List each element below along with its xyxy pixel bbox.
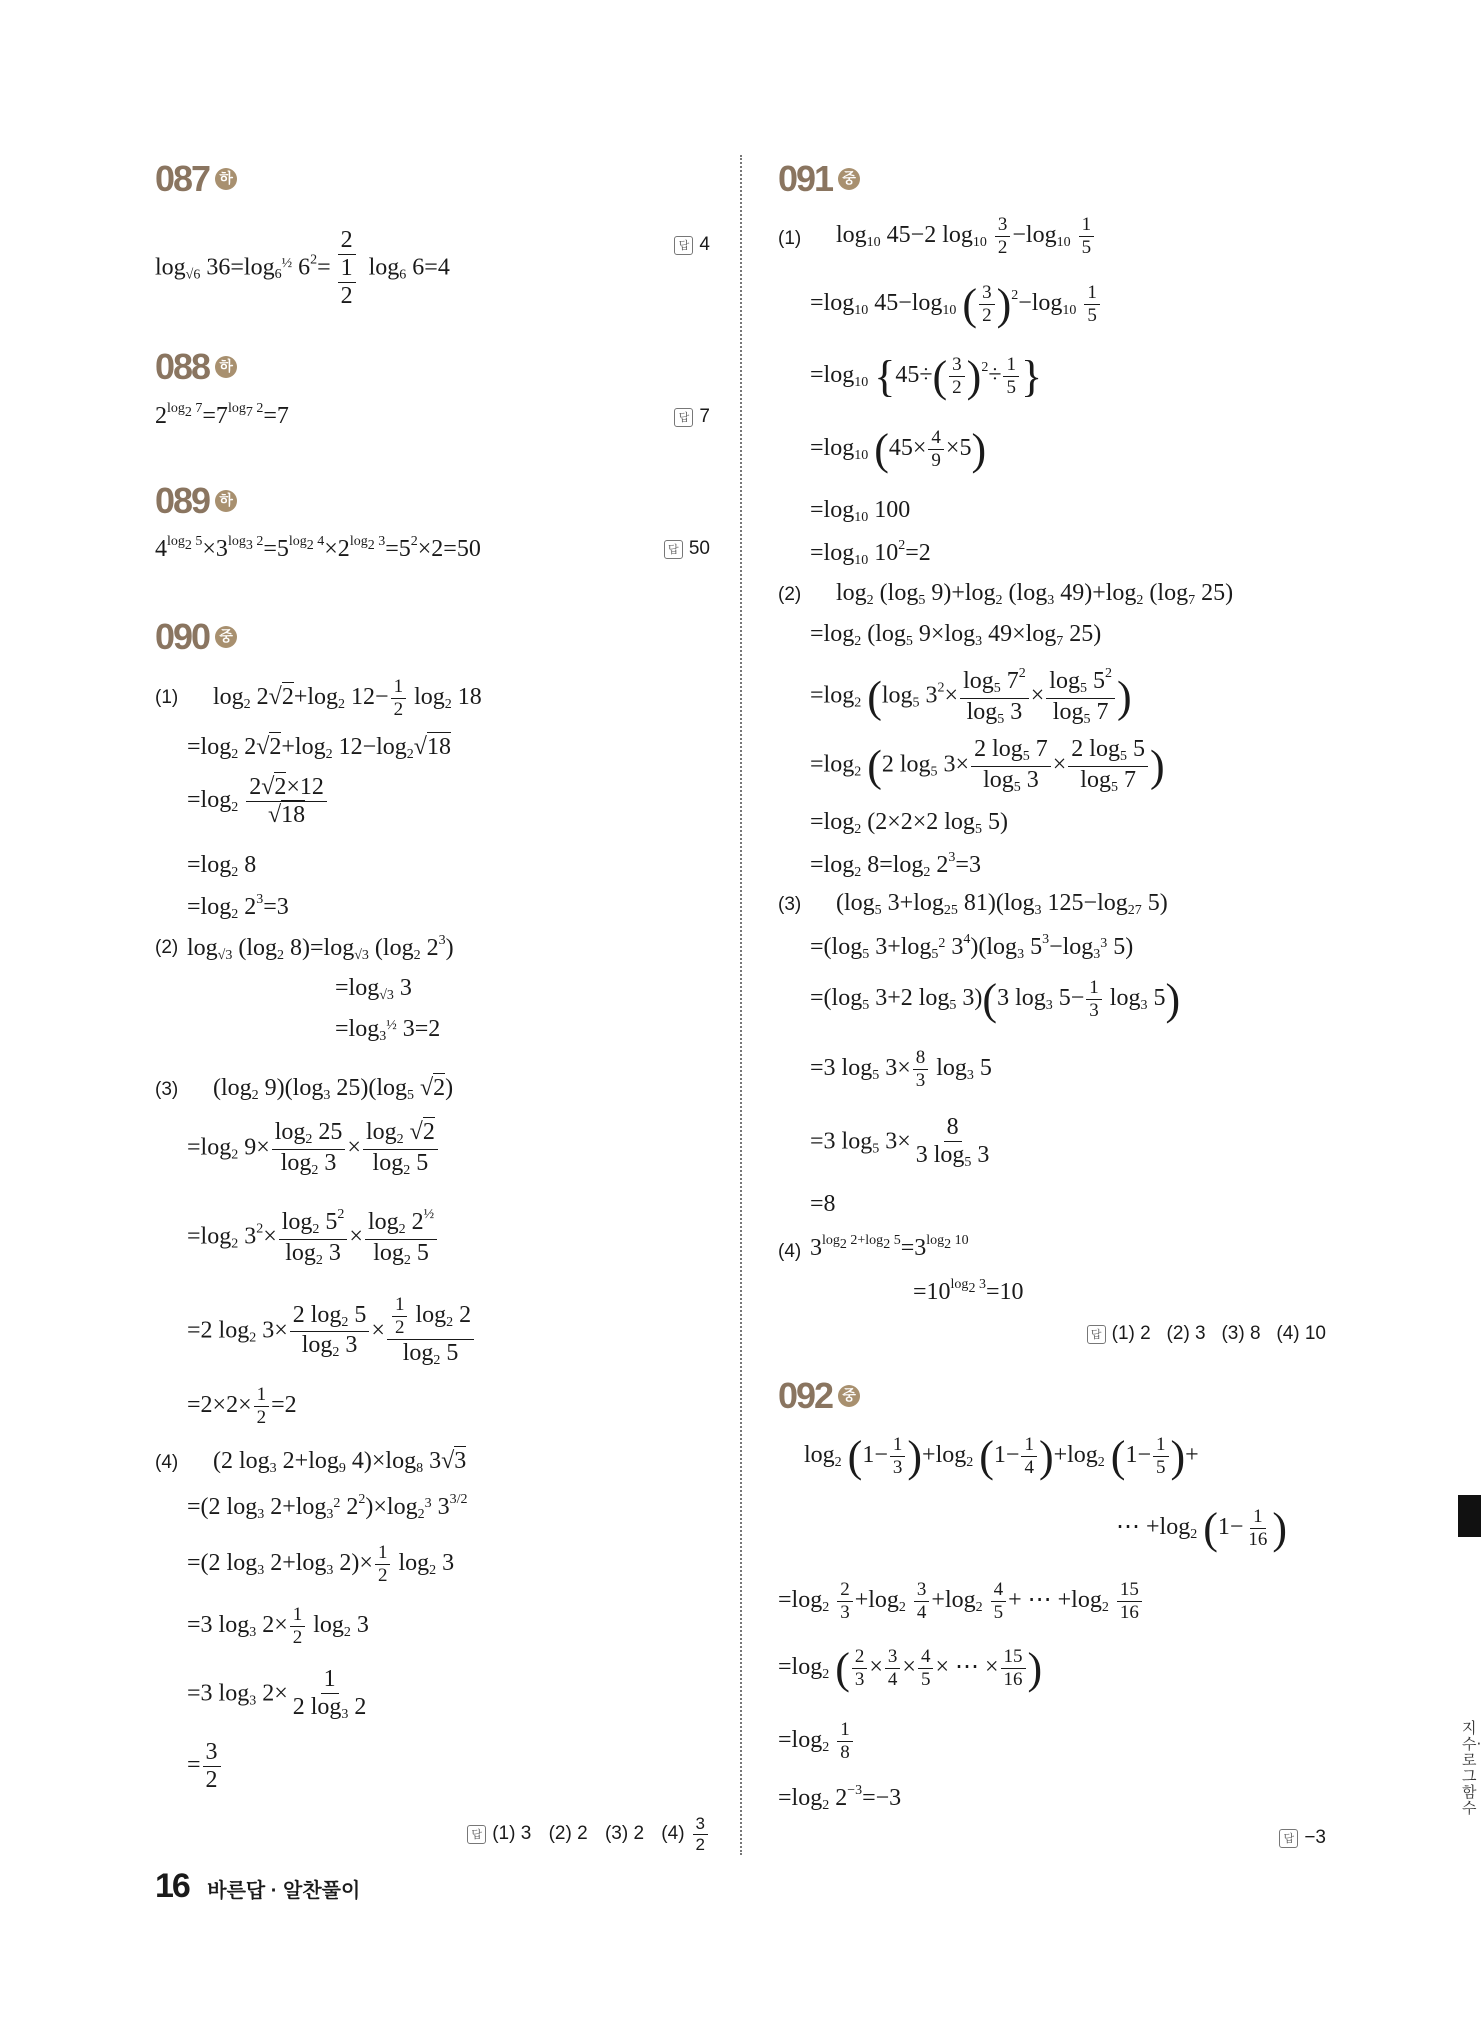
solution-line: =3 $\log_5 3\times$ $\frac{8}{3 \log_5 3}$	[810, 1114, 990, 1171]
solution-line: =8	[810, 1191, 836, 1217]
solution-line: $=\log_{3^{\frac{1}{2}}}$ 3=2	[335, 1016, 441, 1044]
footer-title: 바른답 · 알찬풀이	[207, 1880, 361, 1902]
part-label: (3)	[155, 1079, 179, 1100]
solution-line: $=(\log_5$ 3+2 $\log_5 3)(3$ $\log_3 5-$ $\frac{1}{3}$ $\log_3 5$)	[810, 974, 1181, 1024]
level-badge: 하	[215, 168, 237, 190]
answer-091: 답 (1) 2 (2) 3 (3) 8 (4) 10	[1087, 1323, 1326, 1345]
solution-line: $\log_2 (1-$ $\frac{1}{3}$ )$+\log_2$ (1− $\frac{1}{4}$ )$+\log_2$ (1− $\frac{1}{5}$ )+	[804, 1431, 1199, 1481]
problem-number: 090 중	[155, 616, 237, 658]
problem-090	[155, 616, 710, 658]
part-label: (3)	[778, 894, 802, 915]
level-badge: 하	[215, 356, 237, 378]
level-badge: 하	[215, 490, 237, 512]
level-badge: 중	[838, 1385, 860, 1407]
solution-line: $=\log_2$ $8=\log_2$ $2^3=3$	[810, 850, 981, 880]
solution-line: $=\log_2$ ($\log_5$ $3^2\times$ $\frac{\log_5 7^2}{\log_5 3}$ × $\frac{\log_5 5^2}{\log_5 7}$ )	[810, 666, 1132, 727]
column-divider	[740, 155, 742, 1855]
solution-line: =3 $\log_5 3\times$ $\frac{8}{3}$ $\log_3 5$	[810, 1047, 992, 1091]
solution-line: =3 $\log_3 2\times$ $\frac{1}{2}$ $\log_2 3$	[187, 1604, 369, 1648]
problem-number: 087 하	[155, 158, 237, 200]
problem-088	[155, 346, 710, 388]
solution-line: $=\log_2$ $\frac{2}{3}$ $+\log_2$ $\frac{3}{4}$ $+\log_2$ $\frac{4}{5}$ + ⋯ $+\log_2$ $\frac{15}{16}$	[778, 1580, 1144, 1623]
side-tab-marker	[1458, 1495, 1481, 1537]
answer-090: 답 (1) 3 (2) 2 (3) 2 (4) $\frac{3}{2}$	[467, 1815, 710, 1854]
solution-line: = $\frac{3}{2}$	[187, 1740, 223, 1793]
solution-line: =(2 $\log_3 2+\log_{3^2}$ $2^2)\times\log_{2^3}$ $3^{3/2}$	[187, 1492, 468, 1522]
solution-line: $=(\log_5$ $3+\log_{5^2}$ $3^4)(\log_3$ $5^3-\log_{3^3}$ 5)	[810, 932, 1134, 962]
solution-line: $=\log_{10}$ 100	[810, 497, 911, 525]
solution-line: $=\log_2$ (2 $\log_5 3\times$ $\frac{2 \log_5 7}{\log_5 3}$ × $\frac{2 \log_5 5}{\log_5 7}$ )	[810, 736, 1165, 795]
answer-087: 답 4	[674, 234, 710, 256]
solution-line: $=\log_{√3}$ 3	[335, 975, 412, 1003]
answer-092: 답 −3	[1279, 1827, 1326, 1849]
answer-icon: 답	[674, 236, 693, 255]
solution-line: =2 $\log_2 3\times$ $\frac{2 \log_2 5}{\log_2 3}$ × $\frac{1}{2}$ $\log_2 2$ $\log_2 5$	[187, 1295, 476, 1369]
answer-icon: 답	[674, 408, 693, 427]
problem-092	[778, 1375, 1326, 1417]
problem-number: 092 중	[778, 1375, 860, 1417]
answer-icon: 답	[467, 1825, 486, 1844]
part-label: (4)	[155, 1452, 179, 1473]
answer-icon: 답	[1087, 1325, 1106, 1344]
solution-line: =3 $\log_3 2\times$ $\frac{1}{2 \log_3 2}$	[187, 1666, 367, 1723]
solution-line: $=\log_2$ (2×2×2 $\log_5 5$)	[810, 809, 1008, 837]
solution-line: $=\log_2$ $3^2\times$ $\frac{\log_2 5^2}{\log_2 3}$ × $\frac{\log_2 2^{\frac{1}{2}}}{\log_2 5}$	[187, 1208, 439, 1268]
solution-line: $=10^{log_2 3}=10$	[913, 1277, 1024, 1305]
solution-line: $\log_2 2√2+\log_2$ 12− $\frac{1}{2}$ $\log_2 18$	[213, 676, 482, 720]
solution-line: $=\log_2$ 8	[187, 852, 257, 880]
part-label: (2)	[155, 937, 179, 958]
problem-number: 089 하	[155, 480, 237, 522]
level-badge: 중	[215, 626, 237, 648]
solution-line: $=\log_{10}$ $10^2=2$	[810, 538, 931, 568]
solution-line: $=\log_2$ $2√2+\log_2$ $12-\log_2√18$	[187, 734, 451, 762]
solution-line: $=\log_2$ ( $\frac{2}{3}$ × $\frac{3}{4}$ × $\frac{4}{5}$ × ⋯ × $\frac{15}{16}$ )	[778, 1643, 1043, 1693]
page-number: 16	[155, 1867, 189, 1905]
answer-088: 답 7	[674, 406, 710, 428]
solution-line: $4^{log_2 5}\times 3^{log_3 2}=5^{log_2 4}\times 2^{log_2 3}=5^2\times 2=50$	[155, 534, 481, 562]
problem-number: 091 중	[778, 158, 860, 200]
answer-089: 답 50	[664, 538, 710, 560]
solution-line: $=\log_2$ $2^{-3}=-3$	[778, 1783, 902, 1813]
part-label: (1)	[778, 228, 802, 249]
answer-icon: 답	[1279, 1829, 1298, 1848]
solution-line: ($\log_5$ $3+\log_{25}$ $81)(\log_3$ $125-\log_{27}$ 5)	[836, 890, 1168, 918]
solution-line: ($\log_2$ $9)(\log_3$ $25)(\log_5$ √2)	[213, 1075, 454, 1103]
level-badge: 중	[838, 168, 860, 190]
side-chapter-label: 지수·로그함수	[1462, 1719, 1481, 1817]
solution-line: $=\log_{10}$ $45-\log_{10}$ ( $\frac{3}{2}$ )$^2-\log_{10}$ $\frac{1}{5}$	[810, 283, 1102, 326]
part-label: (1)	[155, 687, 179, 708]
solution-line: $2^{log_2 7}=7^{log_7 2}=7$	[155, 401, 289, 429]
solution-line: $=\log_2$ $\frac{2√2\times 12}{√18}$	[187, 775, 329, 828]
answer-icon: 답	[664, 540, 683, 559]
solution-line: $\log_{√3} (\log_2$ $8)=\log_{√3}$ ($\log_2$ $2^3$)	[187, 933, 454, 963]
part-label: (2)	[778, 584, 802, 605]
page-footer	[155, 1867, 360, 1906]
problem-number: 088 하	[155, 346, 237, 388]
solution-line: $\log_2 (\log_5$ $9)+\log_2$ ($\log_3$ $49)+\log_2$ ($\log_7$ 25)	[836, 580, 1234, 608]
solution-line: (2 $\log_3 2+\log_9$ $4)\times\log_8$ 3√3	[213, 1448, 467, 1476]
solution-line: $=\log_2$ $2^3=3$	[187, 892, 289, 922]
problem-087	[155, 158, 710, 200]
solution-line: $=\log_{10}$ {45÷( $\frac{3}{2}$ )$^2$÷ $\frac{1}{5}$ }	[810, 351, 1043, 401]
problem-091	[778, 158, 1326, 200]
solution-line: $\log_{√6} 36=\log_{6^{\frac{1}{2}}}$ $6^2=$ $\frac{2}{\frac{1}{2}}$ $\log_6 6=4$	[155, 227, 450, 310]
solution-line: =(2 $\log_3 2+\log_3$ 2)× $\frac{1}{2}$ $\log_2 3$	[187, 1542, 455, 1586]
solution-line: $=\log_2$ 9× $\frac{\log_2 25}{\log_2 3}$ × $\frac{\log_2 √2}{\log_2 5}$	[187, 1120, 440, 1178]
solution-line: $=\log_2$ $\frac{1}{8}$	[778, 1720, 855, 1763]
part-label: (4)	[778, 1241, 802, 1262]
solution-line: =2×2× $\frac{1}{2}$ =2	[187, 1384, 297, 1428]
solution-line: $\log_{10} 45-2$ $\log_{10}$ $\frac{3}{2}$ $-\log_{10}$ $\frac{1}{5}$	[836, 215, 1096, 258]
problem-089	[155, 480, 710, 522]
solution-line: $=\log_{10}$ (45× $\frac{4}{9}$ ×5)	[810, 424, 987, 474]
solution-line: ⋯ $+\log_2$ (1− $\frac{1}{16}$ )	[1116, 1503, 1288, 1553]
solution-line: $3^{log_2 2+log_2 5}=3^{log_2 10}$	[810, 1233, 969, 1261]
solution-line: $=\log_2$ ($\log_5$ $9\times\log_3$ $49\times\log_7$ 25)	[810, 621, 1102, 649]
